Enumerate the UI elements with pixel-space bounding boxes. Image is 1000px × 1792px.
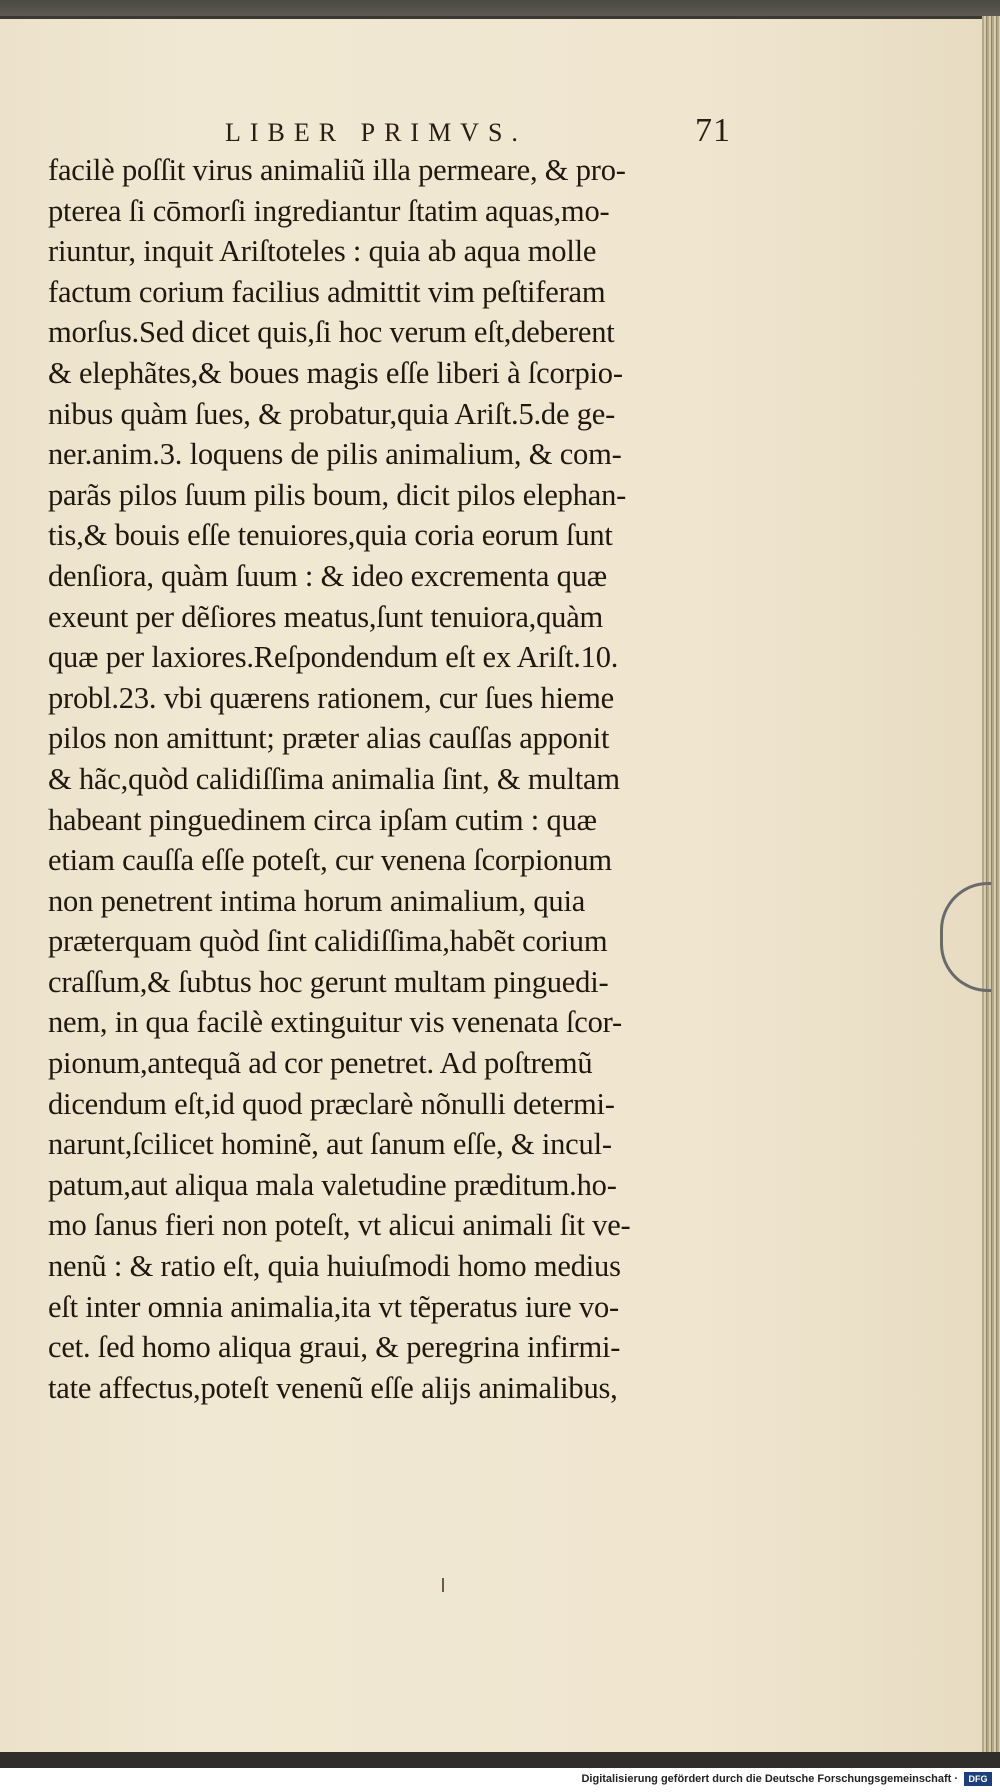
text-line: tate affectus,poteſt venenũ eſſe alijs animalibus, (48, 1370, 618, 1405)
text-line: craſſum,& ſubtus hoc gerunt multam pinguedi- (48, 964, 609, 999)
text-line: etiam cauſſa eſſe poteſt, cur venena ſcorpionum (48, 843, 612, 878)
scan-background-bottom (0, 1752, 1000, 1768)
funding-credit: Digitalisierung gefördert durch die Deutsche Forschungsgemeinschaft · (581, 1773, 958, 1785)
text-line: exeunt per dẽſiores meatus,ſunt tenuiora,quàm (48, 599, 604, 634)
text-line: non penetrent intima horum animalium, quia (48, 883, 586, 918)
text-line: pionum,antequã ad cor penetret. Ad poſtremũ (48, 1046, 593, 1081)
text-line: narunt,ſcilicet hominẽ, aut ſanum eſſe, & incul- (48, 1127, 612, 1162)
text-line: pilos non amittunt; præter alias cauſſas apponit (48, 721, 610, 756)
text-line: & hãc,quòd calidiſſima animalia ſint, & multam (48, 761, 620, 796)
text-line: ner.anim.3. loquens de pilis animalium, & com- (48, 437, 622, 472)
text-line: tis,& bouis eſſe tenuiores,quia coria eorum ſunt (48, 518, 613, 553)
text-line: parãs pilos ſuum pilis boum, dicit pilos elephan- (48, 477, 627, 512)
text-line: quæ per laxiores.Reſpondendum eſt ex Ariſt.10. (48, 640, 619, 675)
text-line: facilè poſſit virus animaliũ illa permeare, & pro- (48, 153, 626, 187)
text-line: probl.23. vbi quærens rationem, cur ſues hieme (48, 680, 614, 715)
page-mark (442, 1578, 444, 1592)
dfg-logo: DFG (964, 1772, 992, 1786)
text-line: præterquam quòd ſint calidiſſima,habẽt corium (48, 924, 608, 959)
text-line: morſus.Sed dicet quis,ſi hoc verum eſt,deberent (48, 315, 615, 350)
running-title: LIBER PRIMVS. (225, 118, 527, 147)
text-line: patum,aut aliqua mala valetudine præditum.ho- (48, 1167, 617, 1202)
text-line: eſt inter omnia animalia,ita vt tẽperatus iure vo- (48, 1289, 619, 1324)
text-line: factum corium facilius admittit vim peſtiferam (48, 274, 606, 309)
text-line: & elephãtes,& boues magis eſſe liberi à ſcorpio- (48, 355, 623, 390)
text-line: habeant pinguedinem circa ipſam cutim : quæ (48, 802, 597, 837)
footer-bar (0, 1768, 1000, 1792)
text-line: nem, in qua facilè extinguitur vis venenata ſcor- (48, 1005, 622, 1040)
text-line: pterea ſi cōmorſi ingrediantur ſtatim aquas,mo- (48, 193, 610, 228)
text-line: dicendum eſt,id quod præclarè nõnulli determi- (48, 1086, 615, 1121)
text-line: riuntur, inquit Ariſtoteles : quia ab aqua molle (48, 234, 597, 269)
text-line: denſiora, quàm ſuum : & ideo excrementa quæ (48, 558, 607, 593)
text-line: cet. ſed homo aliqua graui, & peregrina infirmi- (48, 1330, 621, 1365)
text-line: nenũ : & ratio eſt, quia huiuſmodi homo medius (48, 1249, 621, 1284)
text-line: mo ſanus fieri non poteſt, vt alicui animali ſit ve- (48, 1208, 631, 1243)
body-text (48, 150, 738, 1408)
text-line: nibus quàm ſues, & probatur,quia Ariſt.5.de ge- (48, 396, 616, 431)
page-number: 71 (695, 112, 731, 149)
